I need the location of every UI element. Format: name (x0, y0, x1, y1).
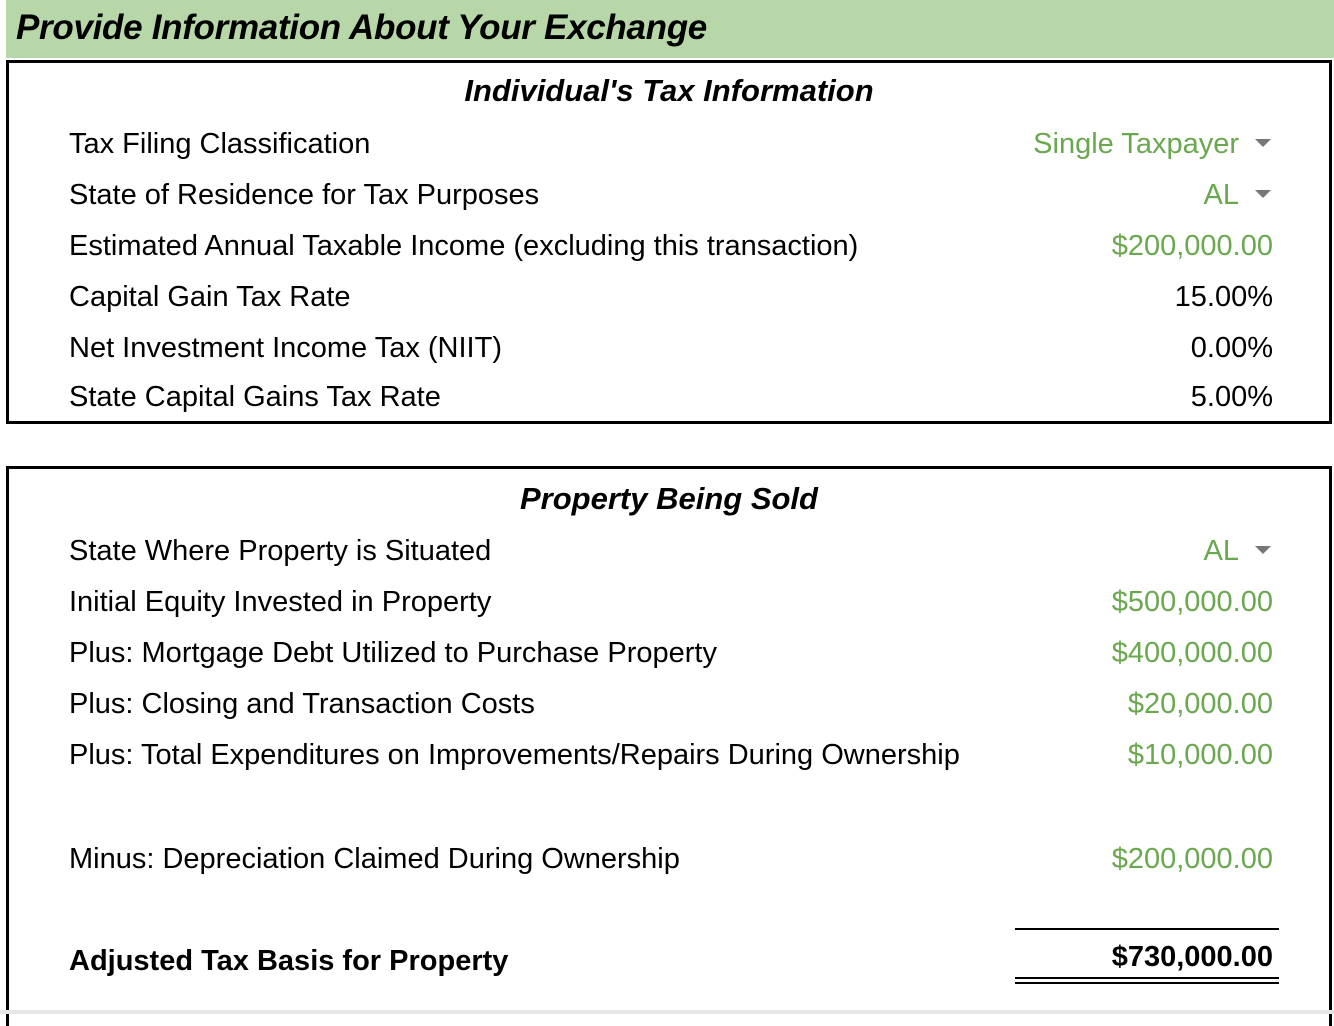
property-state-select[interactable]: AL (1203, 535, 1239, 567)
improvements-label: Plus: Total Expenditures on Improvements/Repairs During Ownership (69, 739, 960, 771)
annual-taxable-income-row (9, 226, 1329, 266)
total-top-border (1015, 928, 1279, 930)
niit-value: 0.00% (1190, 332, 1273, 364)
initial-equity-input[interactable]: $500,000.00 (1111, 586, 1273, 618)
mortgage-debt-row (9, 633, 1329, 673)
mortgage-debt-input[interactable]: $400,000.00 (1111, 637, 1273, 669)
chevron-down-icon[interactable] (1255, 190, 1271, 198)
improvements-row (9, 735, 1329, 775)
state-capital-gains-tax-rate-row (9, 377, 1329, 417)
property-section-title: Property Being Sold (520, 481, 818, 516)
page-title: Provide Information About Your Exchange (16, 8, 707, 47)
initial-equity-label: Initial Equity Invested in Property (69, 586, 492, 618)
improvements-input[interactable]: $10,000.00 (1127, 739, 1273, 771)
property-state-label: State Where Property is Situated (69, 535, 492, 567)
depreciation-input[interactable]: $200,000.00 (1111, 843, 1273, 875)
annual-taxable-income-input[interactable]: $200,000.00 (1111, 230, 1273, 262)
depreciation-row (9, 839, 1329, 879)
capital-gain-tax-rate-label: Capital Gain Tax Rate (69, 281, 351, 313)
niit-label: Net Investment Income Tax (NIIT) (69, 332, 502, 364)
mortgage-debt-label: Plus: Mortgage Debt Utilized to Purchase Property (69, 637, 717, 669)
tax-information-section (6, 60, 1332, 424)
state-capital-gains-tax-rate-value: 5.00% (1190, 381, 1273, 413)
adjusted-tax-basis-label: Adjusted Tax Basis for Property (69, 945, 509, 977)
adjusted-tax-basis-row (9, 937, 1329, 977)
property-state-row (9, 531, 1329, 571)
state-of-residence-select[interactable]: AL (1203, 179, 1239, 211)
header-bar (6, 0, 1334, 58)
capital-gain-tax-rate-row (9, 277, 1329, 317)
initial-equity-row (9, 582, 1329, 622)
total-double-underline (1015, 977, 1279, 984)
closing-costs-label: Plus: Closing and Transaction Costs (69, 688, 535, 720)
closing-costs-input[interactable]: $20,000.00 (1127, 688, 1273, 720)
state-of-residence-row (9, 175, 1329, 215)
tax-section-title: Individual's Tax Information (464, 73, 874, 108)
state-capital-gains-tax-rate-label: State Capital Gains Tax Rate (69, 381, 441, 413)
depreciation-label: Minus: Depreciation Claimed During Ownership (69, 843, 680, 875)
closing-costs-row (9, 684, 1329, 724)
chevron-down-icon[interactable] (1255, 139, 1271, 147)
state-of-residence-label: State of Residence for Tax Purposes (69, 179, 540, 211)
niit-row (9, 328, 1329, 368)
property-being-sold-section (6, 466, 1332, 1026)
adjusted-tax-basis-value: $730,000.00 (1111, 941, 1273, 973)
bottom-divider (0, 1010, 1334, 1014)
annual-taxable-income-label: Estimated Annual Taxable Income (excluding this transaction) (69, 230, 859, 262)
chevron-down-icon[interactable] (1255, 546, 1271, 554)
tax-filing-classification-row (9, 124, 1329, 164)
tax-filing-classification-select[interactable]: Single Taxpayer (1033, 128, 1239, 160)
tax-filing-classification-label: Tax Filing Classification (69, 128, 371, 160)
capital-gain-tax-rate-value: 15.00% (1174, 281, 1273, 313)
